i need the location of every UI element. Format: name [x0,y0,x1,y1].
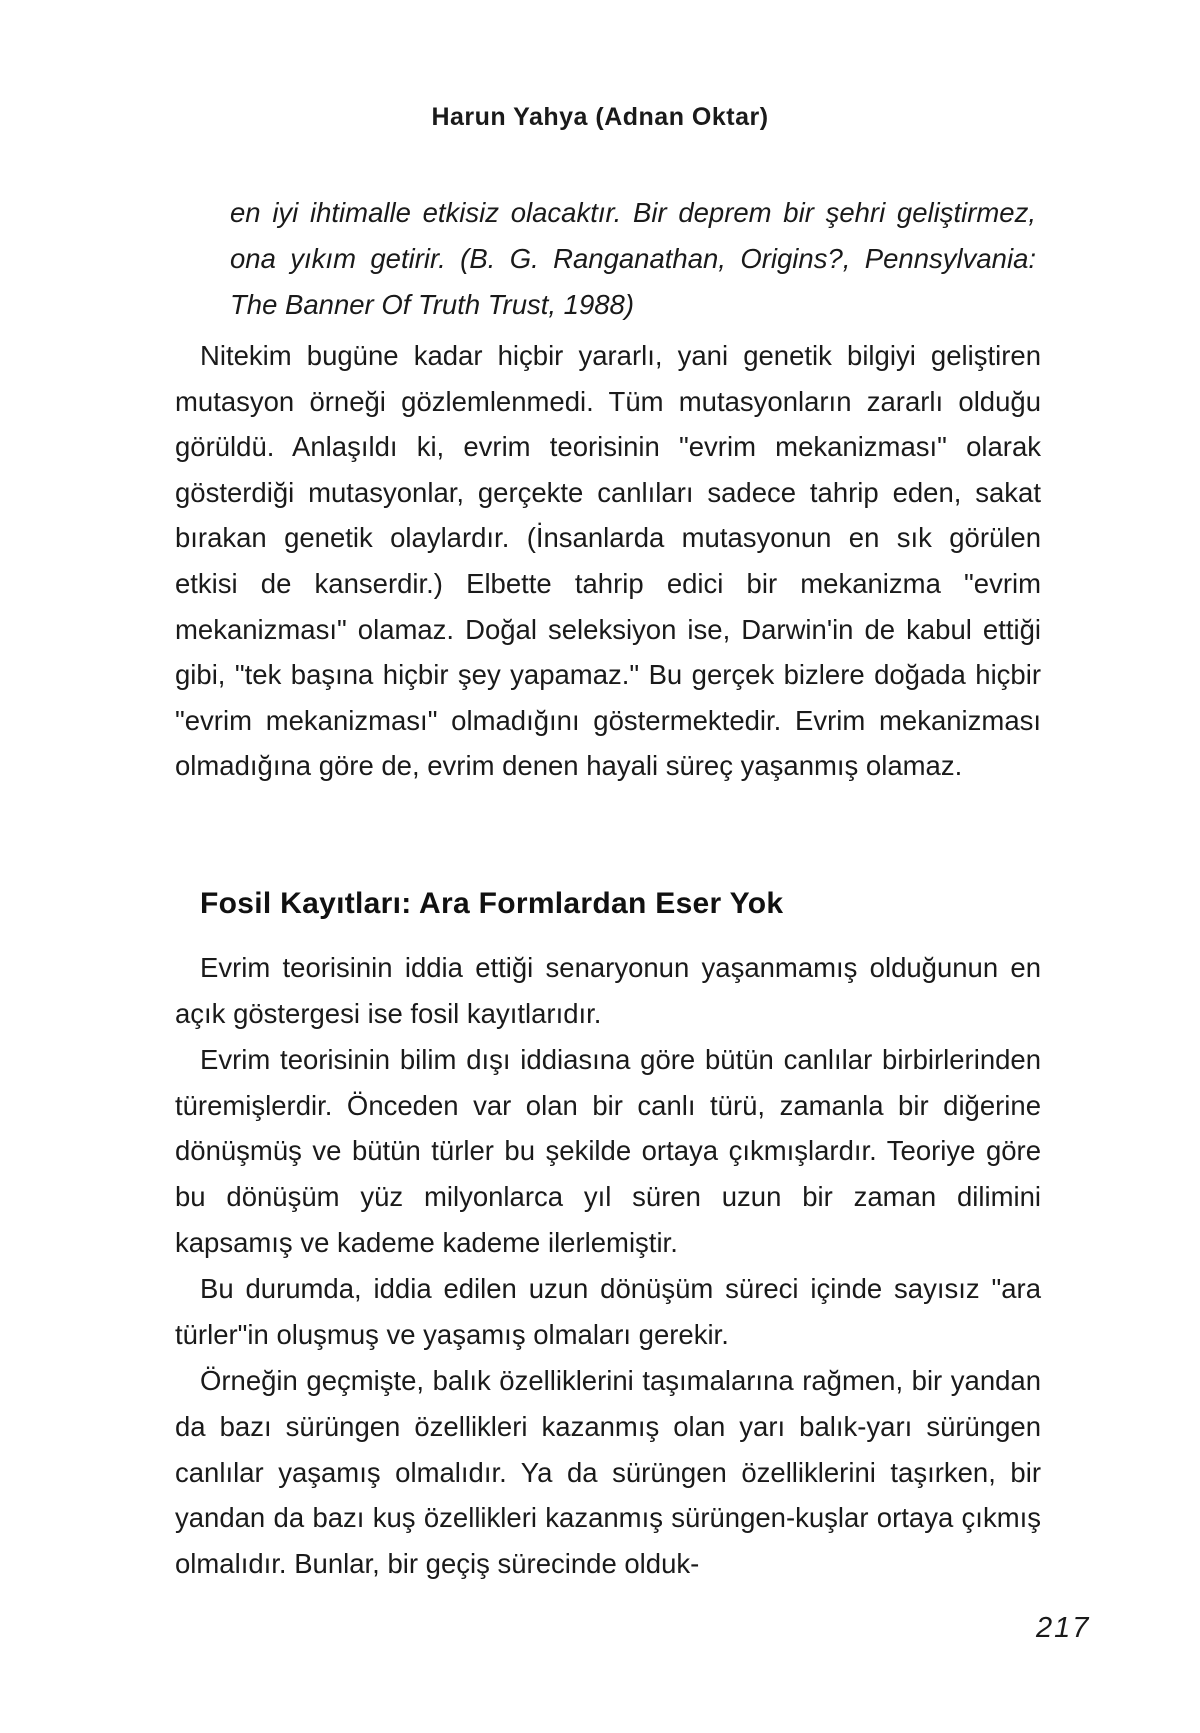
paragraph: Evrim teorisinin iddia ettiği senaryonun yaşanmamış olduğunun en açık göstergesi ise fosil kayıtlarıdır. [175,952,1041,1029]
paragraph: Örneğin geçmişte, balık özelliklerini taşımalarına rağmen, bir yandan da bazı sürüngen özellikleri kazanmış olan yarı balık-yarı sürüngen canlılar yaşamış olmalıdır. Ya da sürüngen özelliklerini taşırken, bir yandan da bazı kuş özellikleri kazanmış sürüngen-kuşlar ortaya çıkmış olmalıdır. Bunlar, bir geçiş sürecinde olduk- [175,1365,1041,1579]
paragraph: Evrim teorisinin bilim dışı iddiasına göre bütün canlılar birbirlerinden türemişlerdir. Önceden var olan bir canlı türü, zamanla bir diğerine dönüşmüş ve bütün türler bu şekilde ortaya çıkmışlardır. Teoriye göre bu dönüşüm yüz milyonlarca yıl süren uzun bir zaman dilimini kapsamış ve kademe kademe ilerlemiştir. [175,1044,1041,1258]
paragraph: Bu durumda, iddia edilen uzun dönüşüm süreci içinde sayısız "ara türler"in oluşmuş ve yaşamış olmaları gerekir. [175,1273,1041,1350]
body-text-part-1 [175,333,1041,789]
running-header-title: Harun Yahya (Adnan Oktar) [431,103,769,131]
page-number: 217 [1036,1612,1091,1644]
paragraph: Nitekim bugüne kadar hiçbir yararlı, yani genetik bilgiyi geliştiren mutasyon örneği gözlemlenmedi. Tüm mutasyonların zararlı olduğu görüldü. Anlaşıldı ki, evrim teorisinin "evrim mekanizması" olarak gösterdiği mutasyonlar, gerçekte canlıları sadece tahrip eden, sakat bırakan genetik olaylardır. (İnsanlarda mutasyonun en sık görülen etkisi de kanserdir.) Elbette tahrip edici bir mekanizma "evrim mekanizması" olamaz. Doğal seleksiyon ise, Darwin'in de kabul ettiği gibi, "tek başına hiçbir şey yapamaz." Bu gerçek bizlere doğada hiçbir "evrim mekanizması" olmadığını göstermektedir. Evrim mekanizması olmadığına göre de, evrim denen hayali süreç yaşanmış olamaz. [175,340,1041,782]
body-text-part-2 [175,945,1041,1586]
section-heading: Fosil Kayıtları: Ara Formlardan Eser Yok [200,887,784,920]
block-quote: en iyi ihtimalle etkisiz olacaktır. Bir deprem bir şehri geliştirmez, ona yıkım getirir. (B. G. Ranganathan, Origins?, Pennsylvania: The Banner Of Truth Trust, 1988) [230,197,1036,320]
